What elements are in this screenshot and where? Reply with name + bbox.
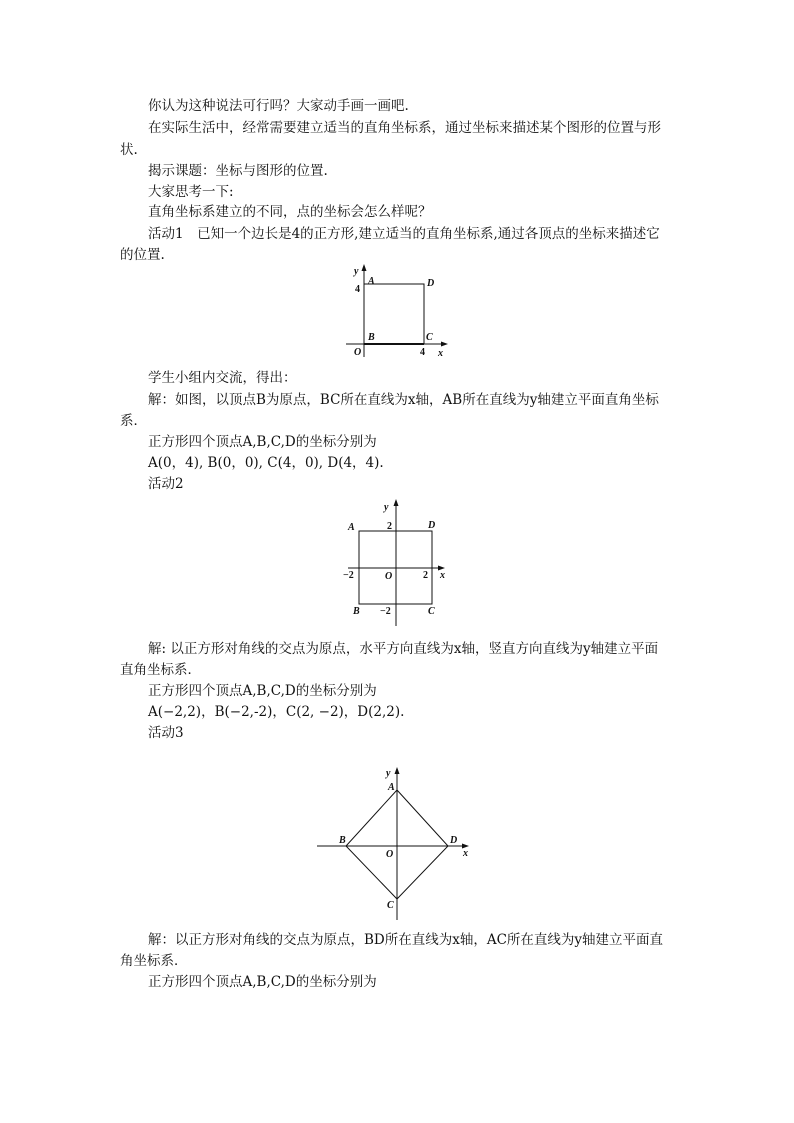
fig2-tick-bottom: −2 [380,606,391,617]
text-line-20: 解：以正方形对角线的交点为原点，BD所在直线为x轴，AC所在直线为y轴建立平面直 [148,932,664,948]
figure-activity-2 [336,496,456,631]
fig3-point-b: B [339,835,346,846]
fig1-point-a: A [368,276,375,287]
fig1-point-d: D [427,278,435,289]
text-line-10: 解：如图，以顶点B为原点，BC所在直线为x轴，AB所在直线为y轴建立平面直角坐标 [148,392,659,408]
text-line-18: A(−2,2)，B(−2,-2)，C(2, −2)，D(2,2). [148,704,405,720]
fig3-point-c: C [387,900,394,911]
text-line-3: 状. [120,142,138,158]
text-line-4: 揭示课题：坐标与图形的位置. [148,163,328,179]
text-line-21: 角坐标系． [120,953,188,969]
text-line-17: 正方形四个顶点A,B,C,D的坐标分别为 [148,683,377,699]
fig2-y-label: y [384,502,389,513]
fig3-x-label: x [463,848,468,859]
fig1-x-label: x [438,348,443,359]
text-line-14: 活动2 [148,476,184,492]
fig1-origin-label: O [354,347,362,358]
text-line-13: A(0，4), B(0，0), C(4，0), D(4，4). [148,455,384,471]
text-line-1: 你认为这种说法可行吗？大家动手画一画吧. [148,98,409,114]
fig2-point-d: D [428,520,436,531]
fig1-point-c: C [426,332,433,343]
text-line-19: 活动3 [148,725,184,741]
fig1-point-b: B [368,332,375,343]
fig3-origin-label: O [386,849,394,860]
fig2-x-label: x [440,570,445,581]
fig3-point-d: D [450,835,458,846]
fig2-tick-left: −2 [343,570,354,581]
text-line-11: 系． [120,413,147,429]
text-line-16: 直角坐标系． [120,662,201,678]
fig1-tick-4-x: 4 [420,347,425,358]
figure-activity-3 [314,762,479,927]
fig2-origin-label: O [385,571,393,582]
fig2-tick-right: 2 [423,570,428,581]
fig2-tick-top: 2 [387,521,392,532]
fig3-point-a: A [388,782,395,793]
text-line-7: 活动1 已知一个边长是4的正方形,建立适当的直角坐标系,通过各顶点的坐标来描述它 [148,226,660,242]
fig1-tick-4-y: 4 [355,284,360,295]
fig2-point-b: B [353,606,360,617]
fig1-y-label: y [354,266,359,277]
text-line-22: 正方形四个顶点A,B,C,D的坐标分别为 [148,974,377,990]
text-line-12: 正方形四个顶点A,B,C,D的坐标分别为 [148,434,377,450]
text-line-15: 解: 以正方形对角线的交点为原点，水平方向直线为x轴，竖直方向直线为y轴建立平面 [148,641,659,657]
text-line-8: 的位置. [120,247,165,263]
text-line-5: 大家思考一下: [148,184,234,200]
figure-activity-1 [340,262,455,362]
fig3-y-label: y [386,768,391,779]
text-line-9: 学生小组内交流，得出： [148,370,297,386]
text-line-6: 直角坐标系建立的不同，点的坐标会怎么样呢？ [148,204,432,220]
text-line-2: 在实际生活中，经常需要建立适当的直角坐标系，通过坐标来描述某个图形的位置与形 [148,120,661,136]
fig2-point-a: A [348,522,355,533]
fig2-point-c: C [428,606,435,617]
